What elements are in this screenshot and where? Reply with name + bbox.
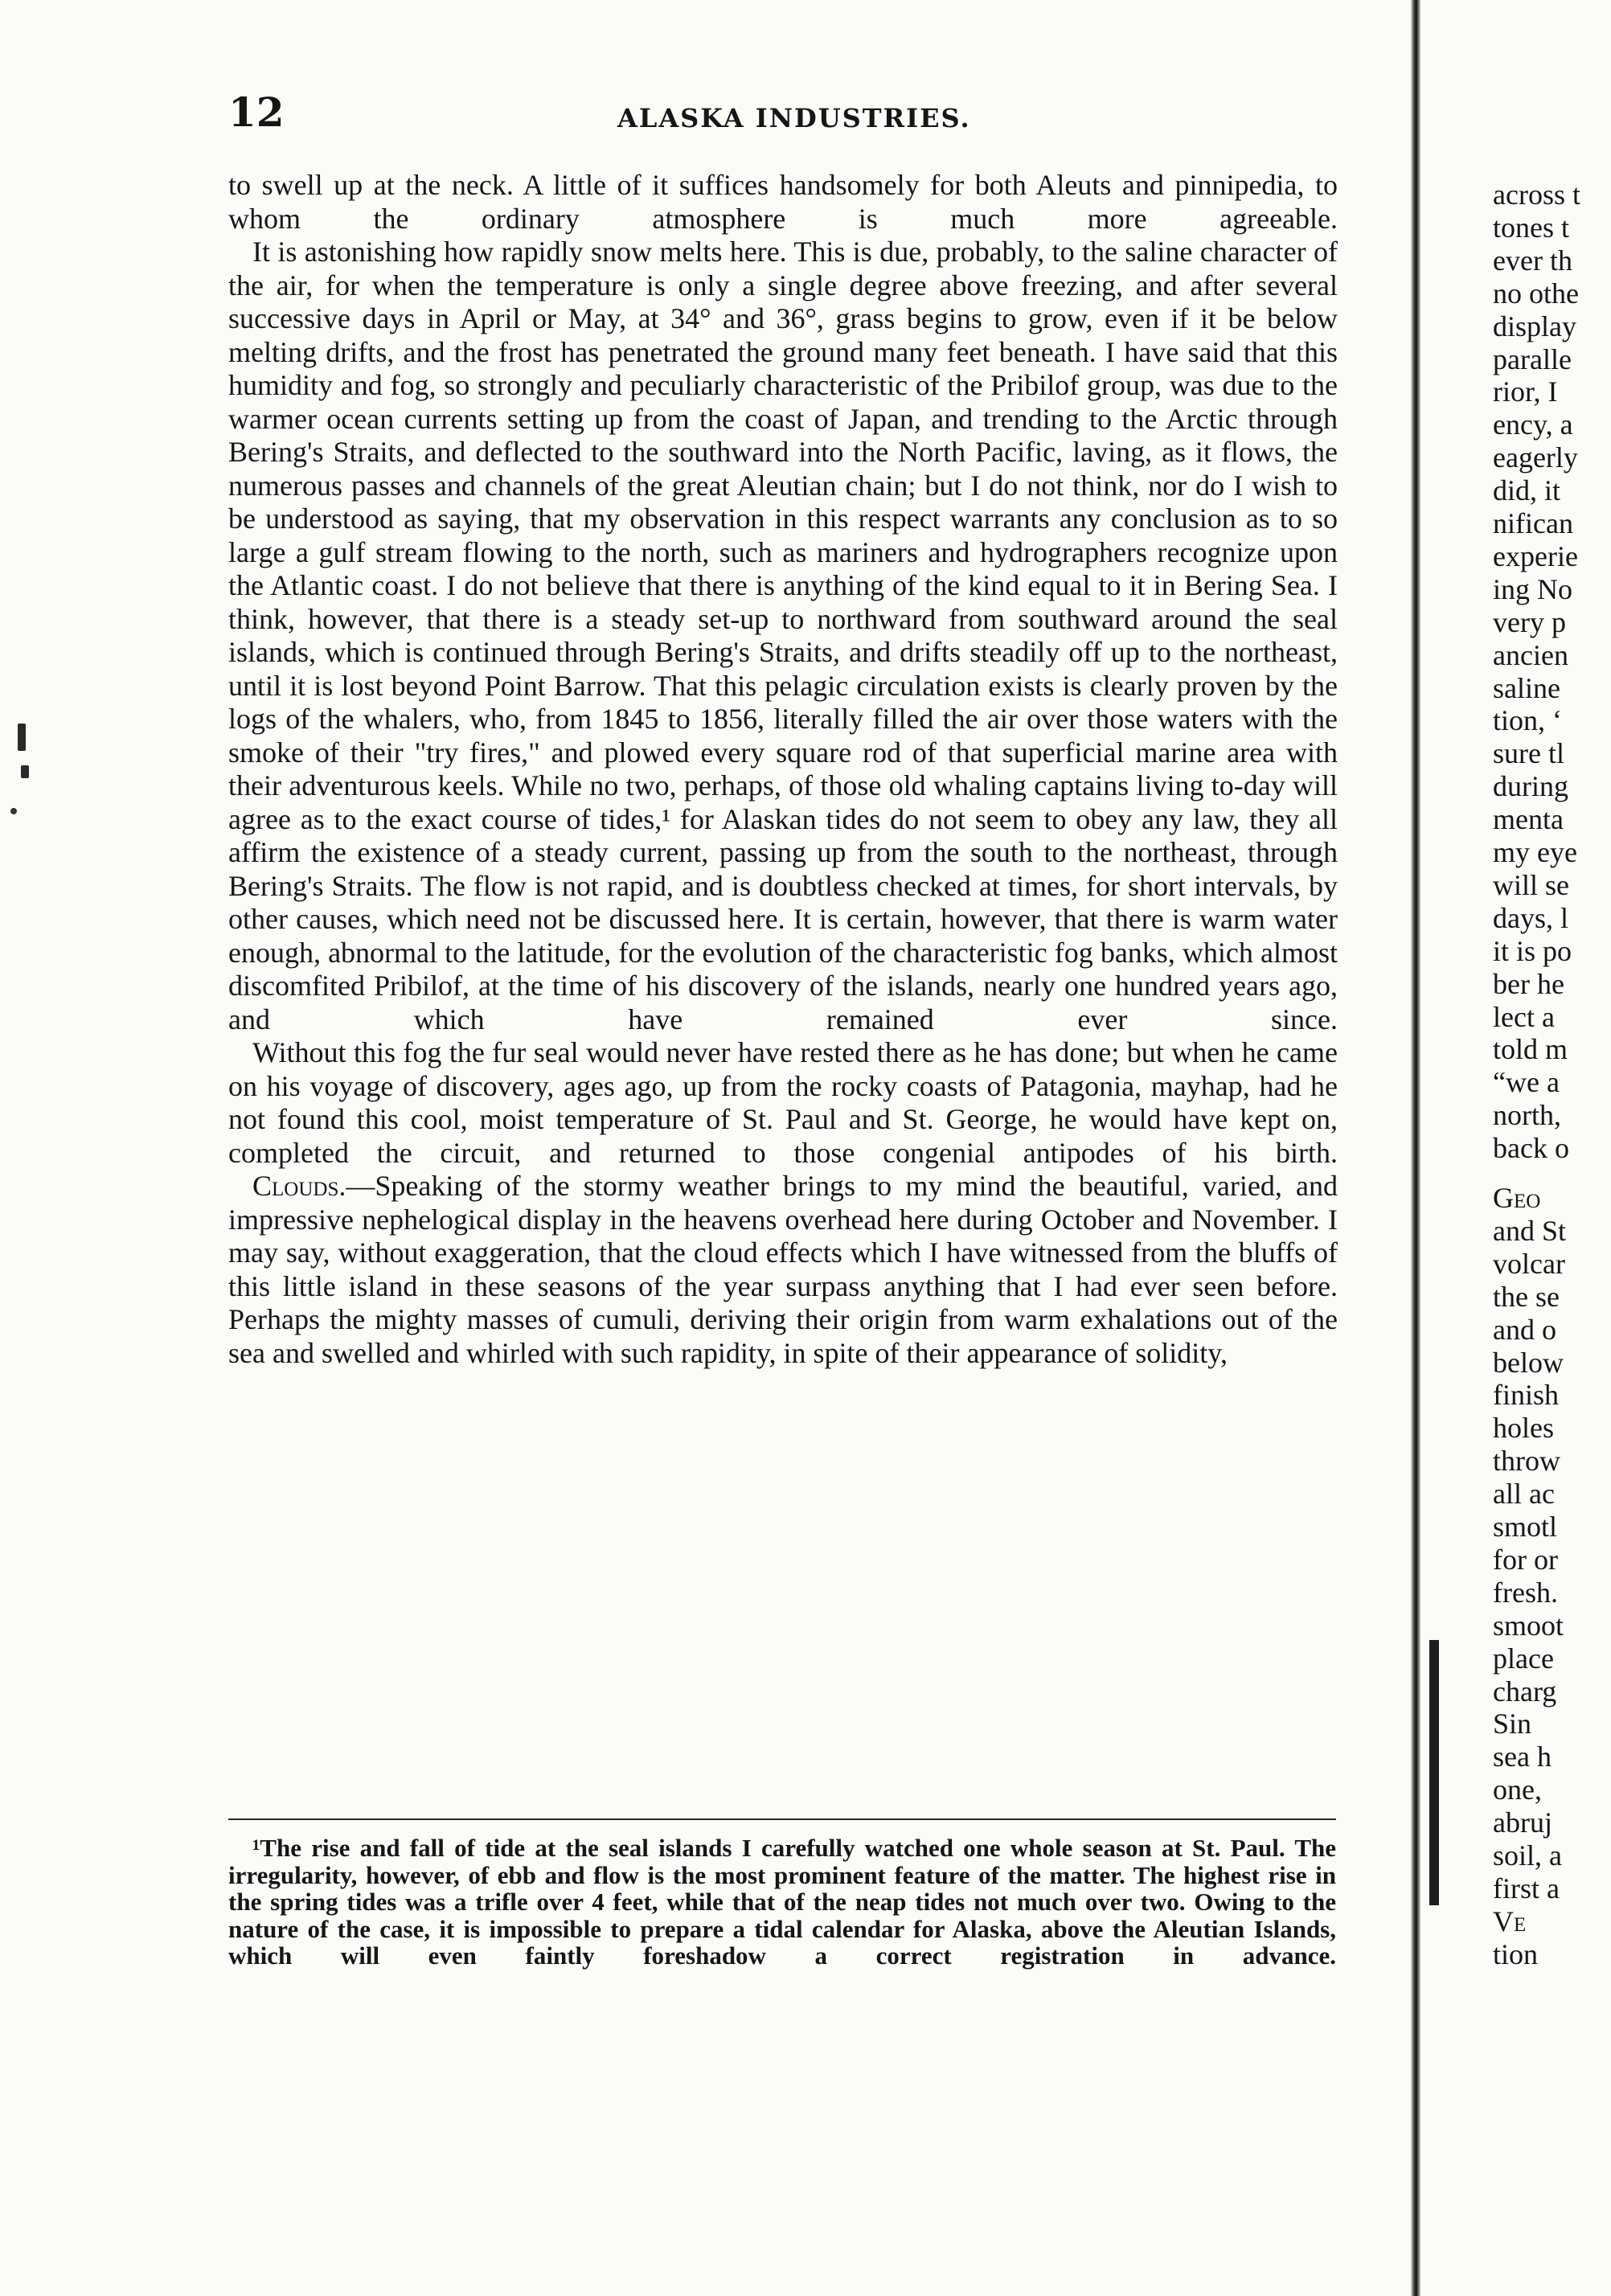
footnote-rule — [228, 1818, 1336, 1820]
section-heading: Clouds. — [252, 1170, 346, 1202]
right-page-line: menta — [1493, 803, 1564, 836]
right-page-line: smoot — [1493, 1609, 1564, 1642]
right-page-line: back o — [1493, 1132, 1569, 1165]
right-page-line: the se — [1493, 1280, 1560, 1313]
right-page-line: abruj — [1493, 1806, 1552, 1839]
right-page-line: place — [1493, 1642, 1554, 1675]
right-page-line: eagerly — [1493, 441, 1578, 474]
right-page-line: and o — [1493, 1313, 1556, 1346]
right-page-line: charg — [1493, 1675, 1557, 1708]
scan-edge-mark — [21, 765, 29, 778]
right-page-line: throw — [1493, 1445, 1560, 1478]
right-page-line: tones t — [1493, 211, 1569, 244]
paragraph: to swell up at the neck. A little of it suffices handsomely for both Aleuts and pinnipedia, to whom the ordinary atmosphere is much more agreeable. — [228, 169, 1338, 235]
right-page-line: very p — [1493, 605, 1566, 638]
right-page-line: all ac — [1493, 1478, 1555, 1511]
right-page-line: during — [1493, 770, 1568, 803]
right-page-line: sea h — [1493, 1740, 1552, 1773]
running-head-title: ALASKA INDUSTRIES. — [617, 103, 971, 133]
clouds-paragraph: Clouds.—Speaking of the stormy weather brings to my mind the beautiful, varied, and impressive nephelogical display in the heavens overhead here during October and November. I may say, without exaggeration, that the cloud effects which I have witnessed from the bluffs of this little island in these seasons of the year surpass anything that I had ever seen before. Perhaps the mighty masses of cumuli, deriving their origin from warm exhalations out of the sea and swelled and whirled with such rapidity, in spite of their appearance of solidity, — [228, 1170, 1338, 1369]
right-page-line: ever th — [1493, 244, 1572, 277]
right-page-line: north, — [1493, 1099, 1561, 1132]
right-page-line: one, — [1493, 1773, 1542, 1806]
right-page-cropped — [1493, 0, 1611, 2296]
right-page-line: ency, a — [1493, 408, 1573, 441]
right-page-line: tion — [1493, 1937, 1539, 1970]
right-page-line: lect a — [1493, 1000, 1555, 1033]
right-page-line: ancien — [1493, 638, 1568, 671]
right-page-line: and St — [1493, 1214, 1567, 1247]
right-page-line: will se — [1493, 868, 1569, 901]
right-page-line: no othe — [1493, 277, 1579, 310]
right-page-line: did, it — [1493, 474, 1561, 507]
right-page-line: my eye — [1493, 836, 1577, 868]
right-page-line: experie — [1493, 539, 1578, 572]
left-page — [217, 88, 1338, 1369]
right-page-line: first a — [1493, 1872, 1560, 1904]
right-page-line: Geo — [1493, 1182, 1541, 1214]
right-page-line: holes — [1493, 1412, 1554, 1445]
gutter-shadow — [1429, 1640, 1439, 1905]
right-page-line: soil, a — [1493, 1839, 1562, 1872]
right-page-line: sure tl — [1493, 737, 1564, 770]
scan-speck — [10, 808, 17, 814]
right-page-line: fresh. — [1493, 1576, 1558, 1609]
right-page-line: Sin — [1493, 1708, 1532, 1740]
right-page-line: days, l — [1493, 901, 1568, 934]
right-page-line: “we a — [1493, 1066, 1560, 1099]
right-page-line: told m — [1493, 1033, 1568, 1066]
running-head — [217, 88, 1334, 153]
right-page-line: nifican — [1493, 507, 1573, 539]
right-page-line: finish — [1493, 1379, 1560, 1412]
right-page-line: tion, ‘ — [1493, 704, 1562, 737]
right-page-line: it is po — [1493, 934, 1572, 967]
book-gutter — [1411, 0, 1420, 2296]
body-text — [228, 169, 1338, 1370]
right-page-line: ber he — [1493, 967, 1564, 1000]
right-page-line: below — [1493, 1346, 1564, 1379]
right-page-line: smotl — [1493, 1511, 1558, 1543]
page-number: 12 — [228, 88, 285, 136]
scan-edge-mark — [18, 724, 26, 751]
paragraph: It is astonishing how rapidly snow melts here. This is due, probably, to the saline character of the air, for when the temperature is only a single degree above freezing, and after several successive days in April or May, at 34° and 36°, grass begins to grow, even if it be below melting drifts, and the frost has penetrated the ground many feet beneath. I have said that this humidity and fog, so strongly and peculiarly characteristic of the Pribilof group, was due to the warmer ocean currents setting up from the coast of Japan, and trending to the Arctic through Bering's Straits, and deflected to the southward into the North Pacific, laving, as it flows, the numerous passes and channels of the great Aleutian chain; but I do not think, nor do I wish to be understood as saying, that my observation in this respect warrants any conclusion as to so large a gulf stream flowing to the north, such as mariners and hydrographers recognize upon the Atlantic coast. I do not believe that there is anything of the kind equal to it in Bering Sea. I think, however, that there is a steady set-up to northward from southward around the seal islands, which is continued through Bering's Straits, and drifts steadily off up to the northeast, until it is lost beyond Point Barrow. That this pelagic circulation exists is clearly proven by the logs of the whalers, who, from 1845 to 1856, literally filled the air over those waters with the smoke of their "try fires," and plowed every square rod of that superficial marine area with their adventurous keels. While no two, perhaps, of those old whaling captains living to-day will agree as to the exact course of tides,¹ for Alaskan tides do not seem to obey any law, they all affirm the existence of a steady current, passing up from the south to the northeast, through Bering's Straits. The flow is not rapid, and is doubtless checked at times, for short intervals, by other causes, which need not be discussed here. It is certain, however, that there is warm water enough, abnormal to the latitude, for the evolution of the characteristic fog banks, which almost discomfited Pribilof, at the time of his discovery of the islands, nearly one hundred years ago, and which have remained ever since. — [228, 236, 1338, 1035]
right-page-line: for or — [1493, 1543, 1558, 1576]
right-page-line: paralle — [1493, 342, 1572, 375]
paragraph: Without this fog the fur seal would never have rested there as he has done; but when he came on his voyage of discovery, ages ago, up from the rocky coasts of Patagonia, mayhap, had he not found this cool, moist temperature of St. Paul and St. George, he would have kept on, completed the circuit, and returned to those congenial antipodes of his birth. — [228, 1036, 1338, 1169]
right-page-line: rior, I — [1493, 375, 1558, 408]
right-page-line: display — [1493, 310, 1576, 342]
right-page-line: volcar — [1493, 1247, 1565, 1280]
right-page-line: across t — [1493, 178, 1580, 211]
right-page-line: Ve — [1493, 1904, 1527, 1937]
footnote: ¹The rise and fall of tide at the seal islands I carefully watched one whole season at St. Paul. The irregularity, however, of ebb and flow is the most prominent feature of the matter. The highest rise in the spring tides was a trifle over 4 feet, while that of the neap tides not much over two. Owing to the nature of the case, it is impossible to prepare a tidal calendar for Alaska, above the Aleutian Islands, which will even faintly foreshadow a correct registration in advance. — [228, 1834, 1336, 1970]
right-page-line: saline — [1493, 671, 1560, 704]
right-page-line: ing No — [1493, 572, 1572, 605]
